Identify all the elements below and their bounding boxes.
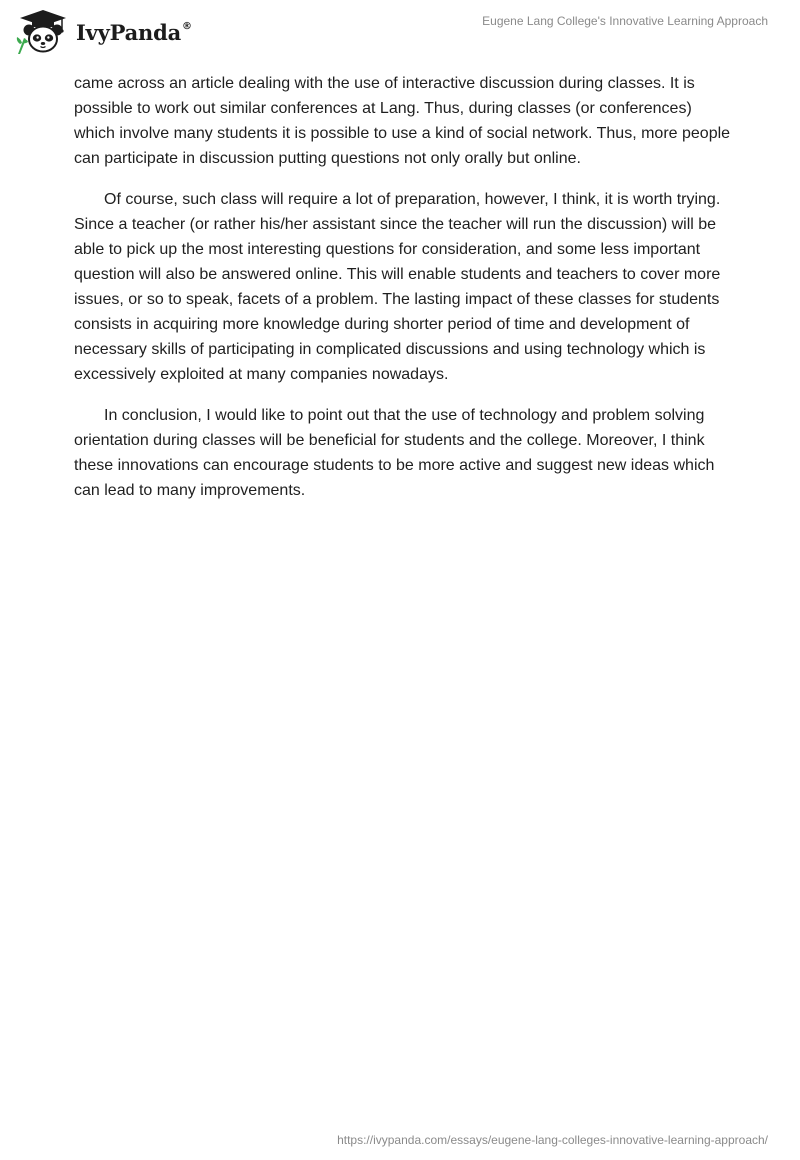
paragraph-3: In conclusion, I would like to point out that the use of technology and problem solving orientation during classes will be beneficial for students and the college. Moreover, I think these innovations can encourage students to be more active and suggest new ideas which can lead to many improvements. <box>74 407 715 499</box>
ivypanda-logo[interactable] <box>14 8 192 56</box>
essay-body <box>74 71 734 519</box>
panda-graduate-icon <box>14 8 72 56</box>
source-url[interactable]: https://ivypanda.com/essays/eugene-lang-colleges-innovative-learning-approach/ <box>337 1133 768 1147</box>
paragraph-2: Of course, such class will require a lot of preparation, however, I think, it is worth trying. Since a teacher (or rather his/her assistant since the teacher will run the discussion) will be able to pick up the most interesting questions for consideration, and some less important question will also be answered online. This will enable students and teachers to cover more issues, or so to speak, facets of a problem. The lasting impact of these classes for students consists in acquiring more knowledge during shorter period of time and development of necessary skills of participating in complicated discussions and using technology which is excessively exploited at many companies nowadays. <box>74 191 721 383</box>
document-title: Eugene Lang College's Innovative Learning Approach <box>482 14 768 28</box>
paragraph-1: came across an article dealing with the use of interactive discussion during classes. It is possible to work out similar conferences at Lang. Thus, during classes (or conferences) which involve many students it is possible to use a kind of social network. Thus, more people can participate in discussion putting questions not only orally but online. <box>74 75 731 167</box>
page-header <box>0 0 800 70</box>
registered-mark: ® <box>182 20 192 32</box>
brand-name: IvyPanda® <box>76 19 192 45</box>
